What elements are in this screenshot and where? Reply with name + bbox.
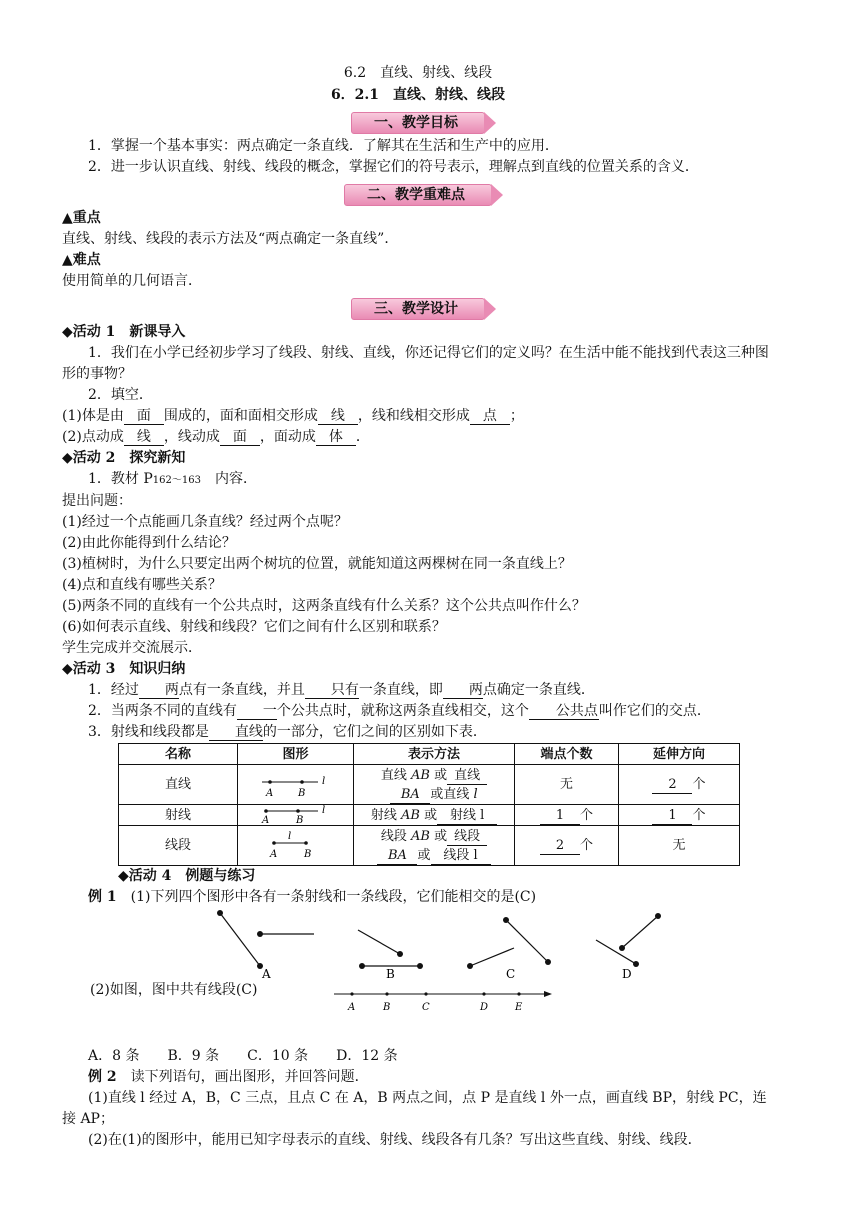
example-1-q2: (2)如图，图中共有线段(C) [90,982,258,998]
student-task: 学生完成并交流展示． [62,640,202,656]
table-header: 表示方法 [354,744,515,765]
answer-options: A．8 条 B．9 条 C．10 条 D．12 条 [88,1048,398,1064]
key-heading: ▲重点 [62,210,101,226]
difficulty-heading: ▲难点 [62,252,101,268]
table-header: 端点个数 [515,744,619,765]
endpoint-count: 无 [515,765,619,805]
example-2-part-2: (2)在(1)的图形中，能用已知字母表示的直线、射线、线段各有几条？写出这些直线、射线、线段． [88,1132,702,1148]
answer-blank: 体 [316,429,356,446]
difficulty-text: 使用简单的几何语言． [62,273,202,289]
example-1-q1: 例 1 (1)下列四个图形中各有一条射线和一条线段，它们能相交的是(C) [88,889,537,905]
table-header: 延伸方向 [619,744,740,765]
line-figure [238,765,354,805]
representation-cell: 射线 AB 或 射线 l [354,805,515,826]
table-row [119,765,740,805]
comparison-table [118,743,740,866]
representation-cell: 线段 AB 或 线段 BA 或 线段 l [354,826,515,866]
direction-count: 1 个 [619,805,740,826]
question-4: (4)点和直线有哪些关系？ [62,577,222,593]
option-a-figure [217,910,314,980]
design-banner: 三、教学设计 [351,298,485,320]
subsection-title: 6．2.1 直线、射线、线段 [330,87,506,103]
answer-blank: 一 [237,703,277,720]
question-1: (1)经过一个点能画几条直线？经过两个点呢？ [62,514,348,530]
activity-2-heading: ◆活动 2 探究新知 [62,450,186,466]
document-page [62,60,774,1151]
direction-count: 无 [619,826,740,866]
question-6: (6)如何表示直线、射线和线段？它们之间有什么区别和联系？ [62,619,446,635]
question-3: (3)植树时，为什么只要定出两个树坑的位置，就能知道这两棵树在同一条直线上？ [62,556,572,572]
question-2: (2)由此你能得到什么结论？ [62,535,236,551]
option-label: B [386,967,395,980]
option-label: A [262,967,271,980]
option-label: C [506,967,516,980]
table-row [119,826,740,866]
answer-blank: 点 [470,408,510,425]
goal-1: 1．掌握一个基本事实：两点确定一条直线．了解其在生活和生产中的应用． [88,138,559,154]
row-name: 射线 [119,805,238,826]
svg-text:A: A [265,787,273,799]
activity-4-heading: ◆活动 4 例题与练习 [118,868,256,884]
example-2-prompt: 例 2 读下列语句，画出图形，并回答问题． [88,1069,369,1085]
row-name: 直线 [119,765,238,805]
question-5: (5)两条不同的直线有一个公共点时，这两条直线有什么关系？这个公共点叫作什么？ [62,598,586,614]
svg-text:B: B [297,787,305,799]
svg-text:A: A [269,848,277,860]
fill-line-2: (2)点动成 线 ，线动成 面 ，面动成 体 ． [62,429,370,445]
point-label: A [348,1002,356,1013]
answer-blank: 线 [318,408,358,425]
svg-text:B: B [303,848,311,860]
number-line-figure [330,982,560,1022]
option-d-figure [596,913,661,980]
ray-figure [238,805,354,826]
svg-text:l: l [321,805,325,816]
summary-1: 1．经过 两点有一条直线，并且 只有一条直线，即 两点确定一条直线． [88,682,595,698]
activity-3-heading: ◆活动 3 知识归纳 [62,661,186,677]
answer-blank: 两 [443,682,483,699]
endpoint-count: 2 个 [515,826,619,866]
answer-blank: 公共点 [529,703,599,720]
answer-blank: 直线 [209,724,263,741]
answer-blank: 面 [220,429,260,446]
svg-text:B: B [295,815,303,825]
answer-blank: 两 [139,682,179,699]
answer-blank: 线 [124,429,164,446]
representation-cell: 直线 AB 或 直线 BA 或直线 l [354,765,515,805]
goal-2: 2．进一步认识直线、射线、线段的概念，掌握它们的符号表示，理解点到直线的位置关系的含义． [88,159,699,175]
table-header: 名称 [119,744,238,765]
activity-1-question-2: 2．填空． [88,387,153,403]
example-2-part-1: (1)直线 l 经过 A，B，C 三点，且点 C 在 A，B 两点之间，点 P 是直线 l 外一点，画直线 BP，射线 PC，连接 AP； [62,1090,767,1127]
answer-blank: 只有 [305,682,359,699]
point-label: E [515,1002,523,1013]
goals-banner: 一、教学目标 [351,112,485,134]
example-1-figures [62,908,774,980]
point-label: B [383,1002,391,1013]
summary-2: 2．当两条不同的直线有 一个公共点时，就称这两条直线相交，这个 公共点叫作它们的交点． [88,703,711,719]
example-1-q2-row [62,980,774,1013]
textbook-ref: 1．教材 P162～163 内容． [88,471,257,487]
table-row [119,805,740,826]
table-header: 图形 [238,744,354,765]
summary-3: 3．射线和线段都是 直线的一部分，它们之间的区别如下表． [88,724,487,740]
key-points-banner: 二、教学重难点 [344,184,492,206]
option-c-figure [467,917,551,980]
point-label: C [422,1002,430,1013]
table-header-row [119,744,740,765]
answer-blank: 面 [124,408,164,425]
section-title: 6.2 直线、射线、线段 [343,65,493,81]
svg-text:l: l [321,775,325,787]
option-label: D [622,967,632,980]
activity-1-heading: ◆活动 1 新课导入 [62,324,186,340]
direction-count: 2 个 [619,765,740,805]
row-name: 线段 [119,826,238,866]
question-intro: 提出问题： [62,493,132,509]
fill-line-1: (1)体是由 面 围成的，面和面相交形成 线 ，线和线相交形成 点 ； [62,408,524,424]
point-label: D [480,1002,489,1013]
activity-1-question-1: 1．我们在小学已经初步学习了线段、射线、直线，你还记得它们的定义吗？在生活中能不能找到代表这三种图形的事物？ [62,345,769,382]
segment-figure [238,826,354,866]
svg-text:l: l [287,830,291,842]
option-b-figure [358,930,423,980]
svg-text:A: A [261,815,269,825]
key-text: 直线、射线、线段的表示方法及“两点确定一条直线”． [62,231,399,247]
endpoint-count: 1 个 [515,805,619,826]
